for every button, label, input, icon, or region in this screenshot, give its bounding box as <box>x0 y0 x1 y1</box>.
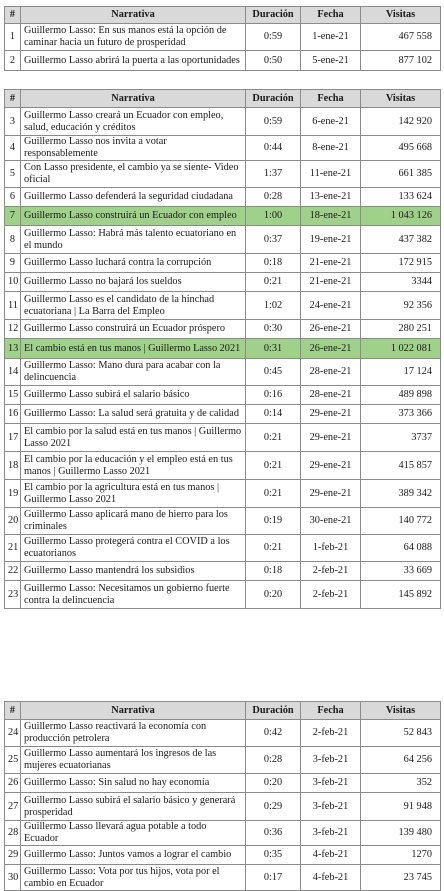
cell-num: 4 <box>5 136 21 161</box>
cell-narrativa: Guillermo Lasso reactivará la economía con producción petrolera <box>21 720 246 747</box>
cell-visitas: 145 892 <box>361 581 441 609</box>
cell-num: 26 <box>5 774 21 793</box>
table-row <box>5 386 441 405</box>
cell-num: 25 <box>5 747 21 774</box>
cell-num: 14 <box>5 359 21 386</box>
cell-visitas: 467 558 <box>361 24 441 51</box>
table-row-highlighted <box>5 207 441 226</box>
cell-duracion: 0:18 <box>246 562 301 581</box>
cell-duracion: 1:02 <box>246 292 301 320</box>
cell-duracion: 0:37 <box>246 226 301 254</box>
column-header-duracion: Duración <box>246 702 301 720</box>
cell-duracion: 0:21 <box>246 480 301 508</box>
table-row <box>5 821 441 846</box>
cell-narrativa: Guillermo Lasso aplicará mano de hierro para los criminales <box>21 508 246 535</box>
cell-narrativa: Guillermo Lasso: Mano dura para acabar con la delincuencia <box>21 359 246 386</box>
cell-num: 15 <box>5 386 21 405</box>
cell-duracion: 0:20 <box>246 581 301 609</box>
cell-duracion: 0:18 <box>246 254 301 273</box>
cell-num: 18 <box>5 452 21 480</box>
cell-num: 13 <box>5 339 21 359</box>
cell-duracion: 0:21 <box>246 273 301 292</box>
cell-fecha: 18-ene-21 <box>301 207 361 226</box>
cell-num: 11 <box>5 292 21 320</box>
cell-narrativa: Guillermo Lasso defenderá la seguridad ciudadana <box>21 188 246 207</box>
table-row <box>5 720 441 747</box>
cell-duracion: 0:21 <box>246 452 301 480</box>
table-row <box>5 508 441 535</box>
cell-narrativa: El cambio por la agricultura está en tus manos | Guillermo Lasso 2021 <box>21 480 246 508</box>
cell-fecha: 1-feb-21 <box>301 535 361 562</box>
cell-duracion: 0:28 <box>246 188 301 207</box>
cell-visitas: 23 745 <box>361 865 441 891</box>
cell-duracion: 0:59 <box>246 24 301 51</box>
cell-visitas: 495 668 <box>361 136 441 161</box>
cell-visitas: 280 251 <box>361 320 441 339</box>
cell-visitas: 172 915 <box>361 254 441 273</box>
table-row <box>5 24 441 51</box>
table-row <box>5 774 441 793</box>
cell-visitas: 489 898 <box>361 386 441 405</box>
cell-num: 17 <box>5 424 21 452</box>
cell-fecha: 28-ene-21 <box>301 359 361 386</box>
cell-fecha: 4-feb-21 <box>301 865 361 891</box>
cell-narrativa: Guillermo Lasso: Juntos vamos a lograr el cambio <box>21 846 246 865</box>
data-table-2 <box>4 89 441 609</box>
table-row <box>5 359 441 386</box>
cell-narrativa: El cambio está en tus manos | Guillermo Lasso 2021 <box>21 339 246 359</box>
cell-visitas: 415 857 <box>361 452 441 480</box>
cell-visitas: 142 920 <box>361 108 441 136</box>
cell-narrativa: Guillermo Lasso creará un Ecuador con empleo, salud, educación y créditos <box>21 108 246 136</box>
table-row <box>5 136 441 161</box>
cell-narrativa: Con Lasso presidente, el cambio ya se siente- Video oficial <box>21 161 246 188</box>
cell-duracion: 0:45 <box>246 359 301 386</box>
table-row <box>5 292 441 320</box>
cell-duracion: 0:28 <box>246 747 301 774</box>
cell-visitas: 877 102 <box>361 51 441 71</box>
column-header-num: # <box>5 7 21 24</box>
cell-visitas: 661 385 <box>361 161 441 188</box>
cell-duracion: 0:36 <box>246 821 301 846</box>
cell-num: 9 <box>5 254 21 273</box>
table-row <box>5 562 441 581</box>
cell-duracion: 0:21 <box>246 535 301 562</box>
cell-fecha: 3-feb-21 <box>301 793 361 821</box>
cell-fecha: 2-feb-21 <box>301 720 361 747</box>
cell-visitas: 437 382 <box>361 226 441 254</box>
cell-visitas: 3737 <box>361 424 441 452</box>
cell-fecha: 6-ene-21 <box>301 108 361 136</box>
table-row <box>5 535 441 562</box>
cell-num: 6 <box>5 188 21 207</box>
cell-fecha: 29-ene-21 <box>301 480 361 508</box>
cell-num: 10 <box>5 273 21 292</box>
column-header-narrativa: Narrativa <box>21 7 246 24</box>
cell-narrativa: Guillermo Lasso: Necesitamos un gobierno fuerte contra la delincuencia <box>21 581 246 609</box>
cell-duracion: 1:00 <box>246 207 301 226</box>
cell-fecha: 29-ene-21 <box>301 452 361 480</box>
cell-visitas: 64 088 <box>361 535 441 562</box>
cell-narrativa: Guillermo Lasso llevará agua potable a todo Ecuador <box>21 821 246 846</box>
cell-narrativa: Guillermo Lasso es el candidato de la hinchad ecuatoriana | La Barra del Empleo <box>21 292 246 320</box>
table-row <box>5 405 441 424</box>
data-table-1 <box>4 6 441 71</box>
table-row <box>5 846 441 865</box>
cell-fecha: 4-feb-21 <box>301 846 361 865</box>
column-header-num: # <box>5 90 21 108</box>
header-row <box>5 7 441 24</box>
cell-num: 22 <box>5 562 21 581</box>
cell-duracion: 0:44 <box>246 136 301 161</box>
cell-narrativa: Guillermo Lasso no bajará los sueldos <box>21 273 246 292</box>
table-row <box>5 480 441 508</box>
cell-fecha: 26-ene-21 <box>301 320 361 339</box>
cell-visitas: 92 356 <box>361 292 441 320</box>
cell-num: 20 <box>5 508 21 535</box>
table-row <box>5 320 441 339</box>
cell-visitas: 139 480 <box>361 821 441 846</box>
cell-narrativa: Guillermo Lasso luchará contra la corrupción <box>21 254 246 273</box>
cell-narrativa: Guillermo Lasso: Sin salud no hay economía <box>21 774 246 793</box>
cell-visitas: 33 669 <box>361 562 441 581</box>
cell-fecha: 24-ene-21 <box>301 292 361 320</box>
cell-visitas: 1 022 081 <box>361 339 441 359</box>
cell-visitas: 140 772 <box>361 508 441 535</box>
cell-visitas: 389 342 <box>361 480 441 508</box>
table-row <box>5 793 441 821</box>
cell-num: 21 <box>5 535 21 562</box>
table-row <box>5 108 441 136</box>
column-header-visitas: Visitas <box>361 90 441 108</box>
cell-duracion: 0:35 <box>246 846 301 865</box>
cell-num: 27 <box>5 793 21 821</box>
cell-narrativa: Guillermo Lasso subirá el salario básico <box>21 386 246 405</box>
column-header-visitas: Visitas <box>361 7 441 24</box>
table-row <box>5 273 441 292</box>
column-header-num: # <box>5 702 21 720</box>
column-header-fecha: Fecha <box>301 90 361 108</box>
cell-fecha: 1-ene-21 <box>301 24 361 51</box>
table-row <box>5 188 441 207</box>
column-header-fecha: Fecha <box>301 7 361 24</box>
cell-duracion: 0:14 <box>246 405 301 424</box>
cell-duracion: 0:30 <box>246 320 301 339</box>
cell-duracion: 1:37 <box>246 161 301 188</box>
column-header-narrativa: Narrativa <box>21 702 246 720</box>
cell-narrativa: Guillermo Lasso protegerá contra el COVID a los ecuatorianos <box>21 535 246 562</box>
cell-num: 5 <box>5 161 21 188</box>
cell-fecha: 21-ene-21 <box>301 273 361 292</box>
cell-narrativa: Guillermo Lasso: En sus manos está la opción de caminar hacia un futuro de prosperidad <box>21 24 246 51</box>
cell-visitas: 1270 <box>361 846 441 865</box>
cell-narrativa: Guillermo Lasso: Vota por tus hijos, vota por el cambio en Ecuador <box>21 865 246 891</box>
cell-num: 24 <box>5 720 21 747</box>
cell-fecha: 28-ene-21 <box>301 386 361 405</box>
table-row <box>5 581 441 609</box>
cell-fecha: 29-ene-21 <box>301 424 361 452</box>
column-header-duracion: Duración <box>246 90 301 108</box>
cell-fecha: 30-ene-21 <box>301 508 361 535</box>
cell-visitas: 373 366 <box>361 405 441 424</box>
header-row <box>5 702 441 720</box>
cell-narrativa: Guillermo Lasso: Habrá más talento ecuatoriano en el mundo <box>21 226 246 254</box>
table-row <box>5 226 441 254</box>
cell-fecha: 8-ene-21 <box>301 136 361 161</box>
table-row <box>5 452 441 480</box>
cell-fecha: 11-ene-21 <box>301 161 361 188</box>
cell-num: 19 <box>5 480 21 508</box>
cell-fecha: 29-ene-21 <box>301 405 361 424</box>
cell-num: 2 <box>5 51 21 71</box>
cell-narrativa: Guillermo Lasso aumentará los ingresos de las mujeres ecuatorianas <box>21 747 246 774</box>
cell-num: 16 <box>5 405 21 424</box>
cell-fecha: 3-feb-21 <box>301 774 361 793</box>
cell-narrativa: Guillermo Lasso subirá el salario básico y generará prosperidad <box>21 793 246 821</box>
cell-visitas: 64 256 <box>361 747 441 774</box>
cell-narrativa: Guillermo Lasso nos invita a votar responsablemente <box>21 136 246 161</box>
cell-num: 1 <box>5 24 21 51</box>
cell-num: 29 <box>5 846 21 865</box>
cell-narrativa: Guillermo Lasso: La salud será gratuita y de calidad <box>21 405 246 424</box>
cell-fecha: 3-feb-21 <box>301 821 361 846</box>
cell-duracion: 0:19 <box>246 508 301 535</box>
cell-fecha: 19-ene-21 <box>301 226 361 254</box>
table-row <box>5 51 441 71</box>
column-header-visitas: Visitas <box>361 702 441 720</box>
cell-duracion: 0:31 <box>246 339 301 359</box>
cell-num: 3 <box>5 108 21 136</box>
cell-visitas: 17 124 <box>361 359 441 386</box>
cell-narrativa: Guillermo Lasso construirá un Ecuador con empleo <box>21 207 246 226</box>
cell-narrativa: Guillermo Lasso mantendrá los subsidios <box>21 562 246 581</box>
table-row <box>5 424 441 452</box>
table-row <box>5 865 441 891</box>
cell-narrativa: El cambio por la educación y el empleo está en tus manos | Guillermo Lasso 2021 <box>21 452 246 480</box>
cell-fecha: 26-ene-21 <box>301 339 361 359</box>
cell-duracion: 0:20 <box>246 774 301 793</box>
data-table-3 <box>4 701 441 891</box>
cell-visitas: 1 043 126 <box>361 207 441 226</box>
cell-narrativa: Guillermo Lasso construirá un Ecuador próspero <box>21 320 246 339</box>
cell-visitas: 352 <box>361 774 441 793</box>
header-row <box>5 90 441 108</box>
column-header-fecha: Fecha <box>301 702 361 720</box>
cell-num: 30 <box>5 865 21 891</box>
cell-fecha: 21-ene-21 <box>301 254 361 273</box>
cell-visitas: 52 843 <box>361 720 441 747</box>
cell-fecha: 5-ene-21 <box>301 51 361 71</box>
cell-fecha: 2-feb-21 <box>301 562 361 581</box>
table-row <box>5 254 441 273</box>
cell-visitas: 133 624 <box>361 188 441 207</box>
cell-num: 23 <box>5 581 21 609</box>
cell-narrativa: Guillermo Lasso abrirá la puerta a las oportunidades <box>21 51 246 71</box>
cell-num: 7 <box>5 207 21 226</box>
cell-fecha: 13-ene-21 <box>301 188 361 207</box>
cell-num: 28 <box>5 821 21 846</box>
cell-visitas: 3344 <box>361 273 441 292</box>
table-row <box>5 161 441 188</box>
cell-fecha: 3-feb-21 <box>301 747 361 774</box>
column-header-duracion: Duración <box>246 7 301 24</box>
cell-visitas: 91 948 <box>361 793 441 821</box>
cell-duracion: 0:29 <box>246 793 301 821</box>
cell-duracion: 0:21 <box>246 424 301 452</box>
cell-duracion: 0:16 <box>246 386 301 405</box>
cell-duracion: 0:42 <box>246 720 301 747</box>
cell-num: 12 <box>5 320 21 339</box>
cell-duracion: 0:59 <box>246 108 301 136</box>
cell-num: 8 <box>5 226 21 254</box>
cell-fecha: 2-feb-21 <box>301 581 361 609</box>
table-row-highlighted <box>5 339 441 359</box>
cell-duracion: 0:17 <box>246 865 301 891</box>
column-header-narrativa: Narrativa <box>21 90 246 108</box>
cell-duracion: 0:50 <box>246 51 301 71</box>
table-row <box>5 747 441 774</box>
cell-narrativa: El cambio por la salud está en tus manos | Guillermo Lasso 2021 <box>21 424 246 452</box>
